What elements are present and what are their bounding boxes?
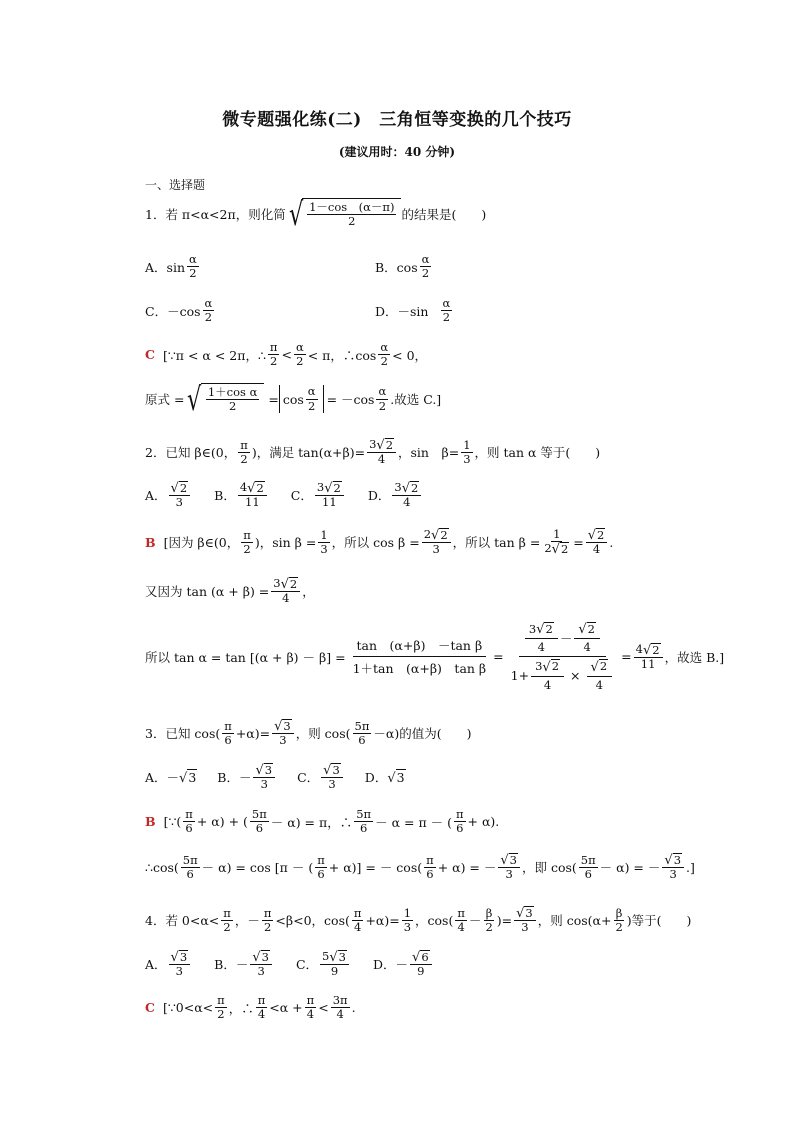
q2-solution-line1: B [因为 β∈(0， $\frac{\pi}{2}$ )，sin β = $\frac{1}{3}$ ，所以 cos β = 2 √ 2 3 ，所以 tan β = 1 2 √ 2 = √ 2 4 . xyxy=(145,527,614,558)
q1-radical: √ $\frac{1-\cos (\alpha-\pi)}{2}$ xyxy=(286,198,402,230)
q1-stem: 1．若 π<α<2π，则化简 √ $\frac{1-\cos (\alpha-\pi)}{2}$ 的结果是( ) xyxy=(145,195,487,233)
q3-options xyxy=(145,763,406,791)
q2-option-b[interactable]: B． 4 √ 2 11 xyxy=(214,481,269,509)
page-title: 微专题强化练(二) 三角恒等变换的几个技巧 xyxy=(222,110,572,130)
q2-stem: 2．已知 β∈(0， $\frac{\pi}{2}$ )，满足 tan(α+β)= 3 √ 2 4 ，sin β= $\frac{1}{3}$ ，则 tan α 等于( ) xyxy=(145,437,601,467)
q1-option-a[interactable]: A．sin $\frac{\alpha}{2}$ xyxy=(145,252,197,281)
q2-option-a[interactable]: A． √ 2 3 xyxy=(145,481,192,509)
q2-option-c[interactable]: C． 3 √ 2 11 xyxy=(291,481,346,509)
q4-stem: 4．若 0<α< $\frac{\pi}{2}$ ，－ $\frac{\pi}{2}$ <β<0，cos( $\frac{\pi}{4}$ +α)= $\frac{1}{3}$ ，cos( $\frac{\pi}{4}$ － $\frac{\beta}{2}$ )= √ 3 3 ，则 cos(α+ $\frac{\beta}{2}$ )等于( ) xyxy=(145,905,692,935)
q1-option-c[interactable]: C．－cos $\frac{\alpha}{2}$ xyxy=(145,296,213,325)
q3-solution-line1: B [∵( $\frac{\pi}{6}$ + α) + ( $\frac{5\pi}{6}$ － α) = π，∴ $\frac{5\pi}{6}$ － α = π － ( $\frac{\pi}{6}$ + α). xyxy=(145,807,500,836)
q2-solution-line3: 所以 tan α = tan [(α + β) － β] = $\frac{\text{tan (α+β) －tan β}}{\text{1＋tan (α+β) tan β}}$ = 3 √ 2 4 － √ 2 4 1+ 3 √ 2 4 × √ 2 4 = 4 √ 2 11 ，故选 B.] xyxy=(145,621,725,692)
q3-stem: 3．已知 cos( $\frac{\pi}{6}$ +α)= √ 3 3 ，则 cos( $\frac{5\pi}{6}$ －α)的值为( ) xyxy=(145,718,472,748)
q1-solution-line2: 原式 = √ $\frac{\text{1＋cos α}}{2}$ = cos $\frac{\alpha}{2}$ = －cos $\frac{\alpha}{2}$ .故选 C.] xyxy=(145,380,442,418)
q3-option-c[interactable]: C． √ 3 3 xyxy=(297,763,345,791)
time-suggestion: (建议用时：40 分钟) xyxy=(338,145,456,159)
q3-option-a[interactable]: A．－ √ 3 xyxy=(145,770,197,787)
section-heading: 一、选择题 xyxy=(145,178,206,192)
q3-option-d[interactable]: D． √ 3 xyxy=(364,770,405,787)
q2-options xyxy=(145,481,423,509)
q2-answer: B xyxy=(145,534,156,550)
q4-answer: C xyxy=(145,1000,155,1016)
q4-options xyxy=(145,950,434,978)
q3-solution-line2: ∴cos( $\frac{5\pi}{6}$ － α) = cos [π － ( $\frac{\pi}{6}$ + α)] = － cos( $\frac{\pi}{6}$ + α) = － √ 3 3 ，即 cos( $\frac{5\pi}{6}$ － α) = － √ 3 3 .] xyxy=(145,852,695,882)
q4-option-a[interactable]: A． √ 3 3 xyxy=(145,950,192,978)
q4-option-c[interactable]: C． 5 √ 3 9 xyxy=(296,950,351,978)
q3-answer: B xyxy=(145,814,156,830)
q3-option-b[interactable]: B．－ √ 3 3 xyxy=(217,763,277,791)
q1-answer: C xyxy=(145,347,155,363)
q4-solution-line1: C [∵0<α< $\frac{\pi}{2}$ ，∴ $\frac{\pi}{4}$ <α + $\frac{\pi}{4}$ < $\frac{3\pi}{4}$ . xyxy=(145,993,356,1022)
q1-solution-line1: C [∵π < α < 2π，∴ $\frac{\pi}{2}$ < $\frac{\alpha}{2}$ < π，∴cos $\frac{\alpha}{2}$ < 0， xyxy=(145,340,428,369)
q1-option-b[interactable]: B．cos $\frac{\alpha}{2}$ xyxy=(375,252,430,281)
q4-option-d[interactable]: D．－ √ 6 9 xyxy=(373,950,434,978)
q2-solution-line2: 又因为 tan (α + β) = 3 √ 2 4 ， xyxy=(145,576,315,606)
q2-option-d[interactable]: D． 3 √ 2 4 xyxy=(368,481,423,509)
q4-option-b[interactable]: B．－ √ 3 3 xyxy=(214,950,274,978)
q1-option-d[interactable]: D．－sin $\frac{\alpha}{2}$ xyxy=(375,296,451,325)
